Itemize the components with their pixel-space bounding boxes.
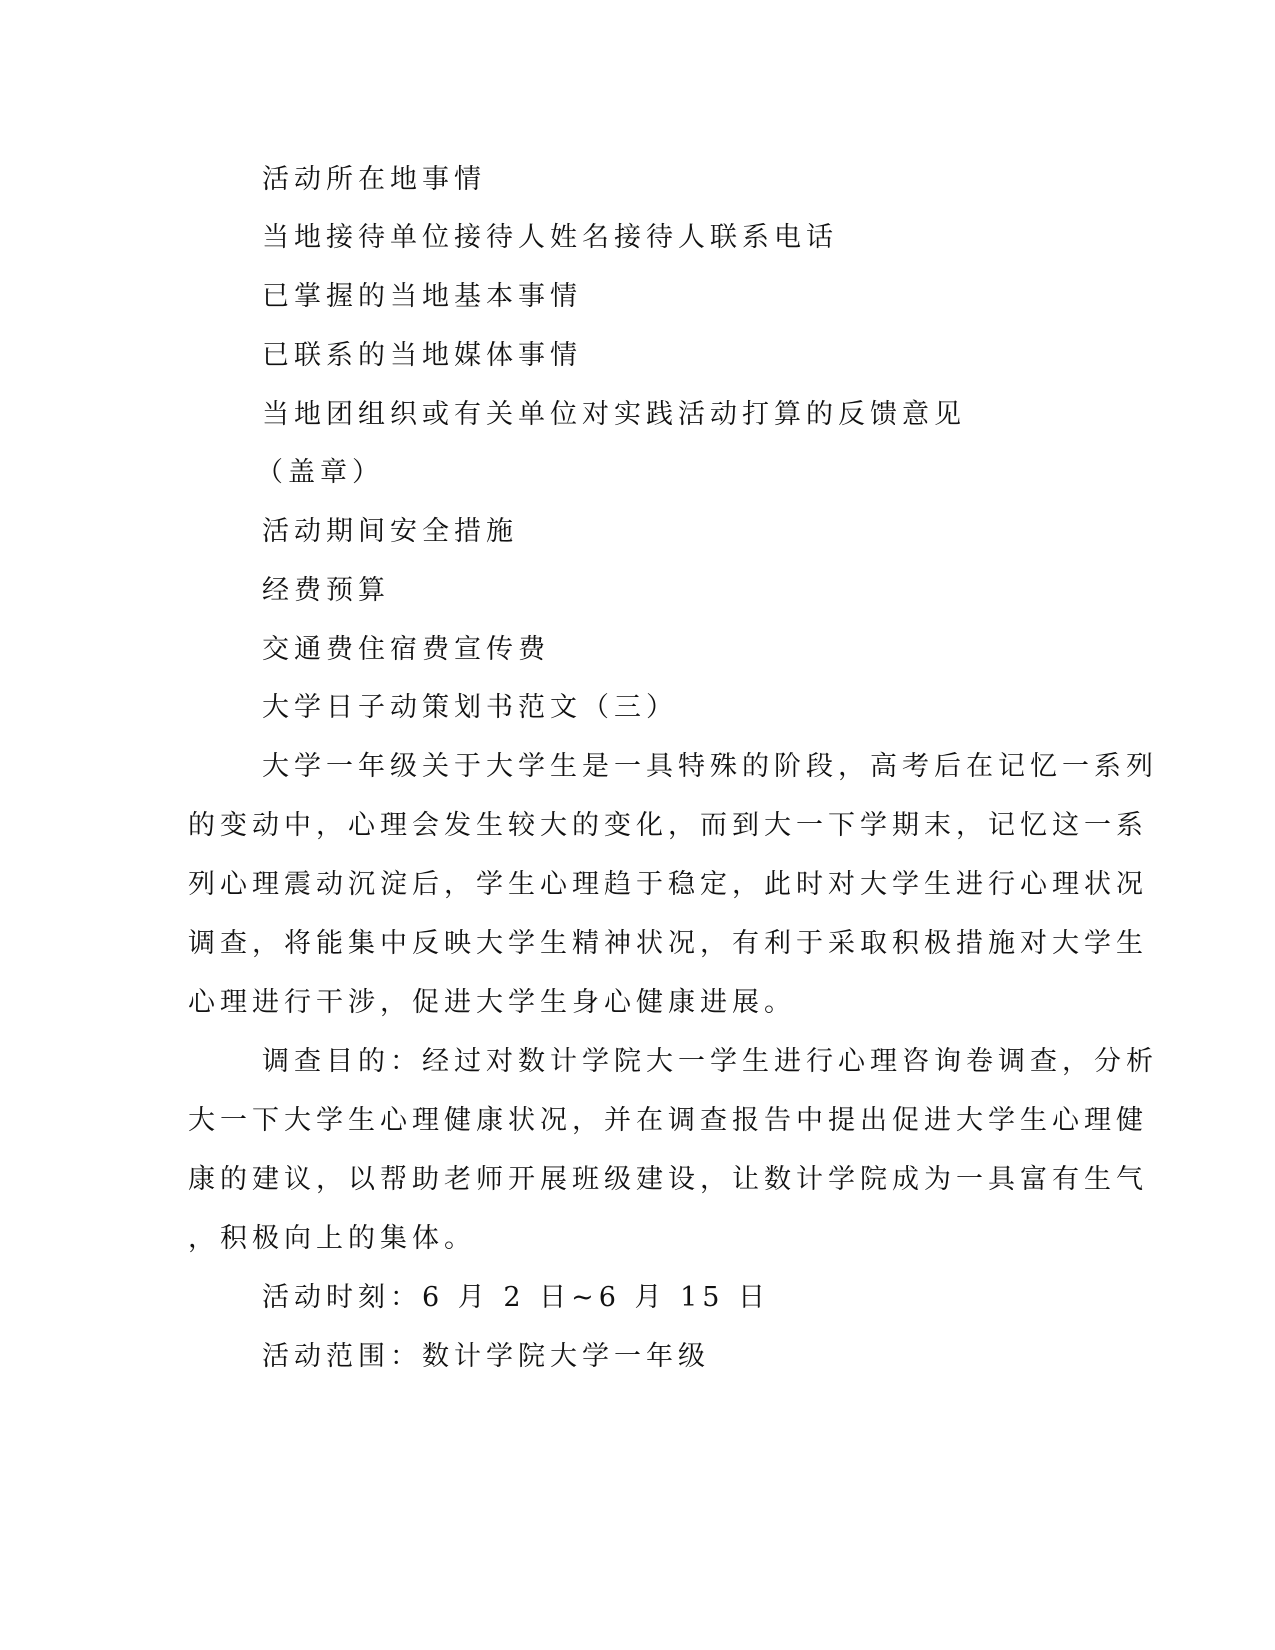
paragraph-line: 大学一年级关于大学生是一具特殊的阶段，高考后在记忆一系列 (262, 751, 1158, 782)
text-line: 已掌握的当地基本事情 (262, 281, 582, 312)
paragraph-line: 的变动中，心理会发生较大的变化，而到大一下学期末，记忆这一系 (188, 810, 1148, 841)
text-line: 活动期间安全措施 (262, 516, 518, 547)
paragraph-line: ，积极向上的集体。 (188, 1223, 476, 1254)
paragraph-line: 调查，将能集中反映大学生精神状况，有利于采取积极措施对大学生 (188, 928, 1148, 959)
section-heading: 大学日子动策划书范文（三） (262, 692, 678, 723)
paragraph-line: 大一下大学生心理健康状况，并在调查报告中提出促进大学生心理健 (188, 1105, 1148, 1136)
stamp-note: （盖章） (256, 457, 384, 488)
text-line: 活动所在地事情 (262, 164, 486, 195)
paragraph-line: 调查目的：经过对数计学院大一学生进行心理咨询卷调查，分析 (262, 1046, 1158, 1077)
activity-time: 活动时刻：6 月 2 日~6 月 15 日 (262, 1282, 771, 1313)
text-line: 当地团组织或有关单位对实践活动打算的反馈意见 (262, 399, 966, 430)
text-line: 经费预算 (262, 575, 390, 606)
paragraph-line: 康的建议，以帮助老师开展班级建设，让数计学院成为一具富有生气 (188, 1164, 1148, 1195)
text-line: 已联系的当地媒体事情 (262, 340, 582, 371)
activity-scope: 活动范围：数计学院大学一年级 (262, 1341, 710, 1372)
text-line: 当地接待单位接待人姓名接待人联系电话 (262, 222, 838, 253)
paragraph-line: 心理进行干涉，促进大学生身心健康进展。 (188, 987, 796, 1018)
paragraph-line: 列心理震动沉淀后，学生心理趋于稳定，此时对大学生进行心理状况 (188, 869, 1148, 900)
text-line: 交通费住宿费宣传费 (262, 634, 550, 665)
